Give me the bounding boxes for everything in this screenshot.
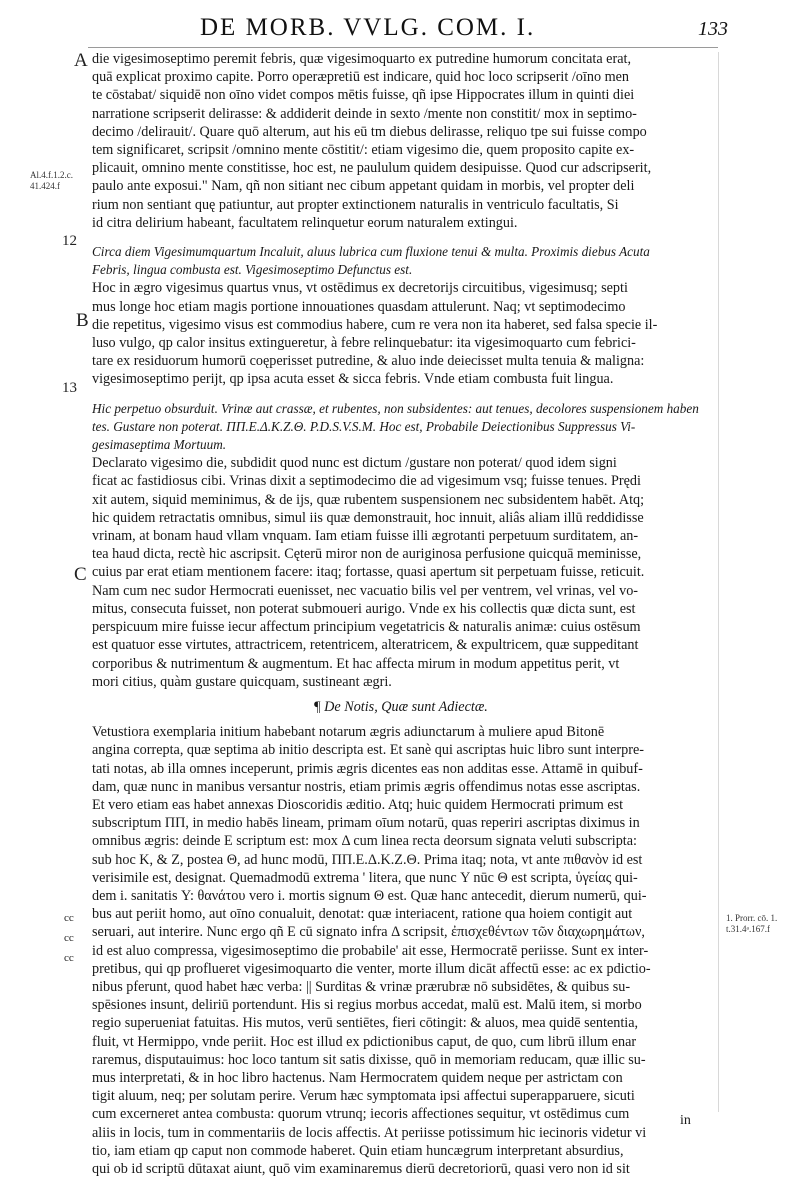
lemma-line: Hic perpetuo obsurduit. Vrinæ aut crassæ, et rubentes, non subsidentes: aut tenues, decolores suspensionem haben — [92, 400, 699, 416]
text-line: vigesimoseptimo perijt, qp ipsa acuta esset & sicca febris. Vnde etiam combusta fuit lingua. — [92, 371, 614, 388]
text-line: mus longe hoc etiam magis portione innouationes quasdam attulerunt. Naq; vt septimodecimo — [92, 298, 626, 315]
paragraph-3 — [92, 454, 710, 691]
quotation-mark-2: cc — [64, 932, 74, 944]
margin-reference-left-line1: Al.4.f.1.2.c. — [30, 170, 73, 180]
header-rule — [88, 47, 718, 48]
section-letter-c: C — [74, 564, 87, 585]
text-line: xit autem, siquid meminimus, & de ijs, quæ rubentem suspensionem nec subsidentem habēt. Atq; — [92, 491, 645, 508]
text-line: Declarato vigesimo die, subdidit quod nunc est dictum /gustare non poterat/ quod idem signi — [92, 455, 617, 472]
catchword: in — [680, 1113, 691, 1128]
margin-reference-right — [726, 913, 777, 935]
lemma-number-13: 13 — [62, 380, 77, 396]
text-line: plicauit, omnino mente constitisse, hoc est, ne paululum quidem desipuisse. Quod cur adscripserit, — [92, 160, 652, 177]
text-line: bus aut periit homo, aut oīno conualuit, denotat: quæ interiacent, ratione qua hoiem contigit aut — [92, 906, 633, 923]
text-line: tio, iam etiam qp caput non commode haberet. Quin etiam huncægrum interpretant absurdius, — [92, 1142, 624, 1159]
text-line: seruari, aut interire. Nunc ergo qñ Ε cū signato infra Δ scripsit, ἐπισχεθέντων τῶν διαχωρημάτων, — [92, 924, 645, 941]
section-letter-b: B — [76, 310, 89, 331]
running-head: DE MORB. VVLG. COM. I. — [200, 14, 536, 41]
text-line: tea haud dicta, rectè hic ascripsit. Cęterū miror non de auriginosa perfusione quicquā meminisse, — [92, 546, 642, 563]
text-line: spēsiones insunt, deliriū portendunt. His si regius morbus accedat, malū est. Malū item, si morbo — [92, 997, 642, 1014]
text-line: tati notas, ab illa omnes inceperunt, primis ægris dicentes eas non additas esse. Attamē in quibuf- — [92, 760, 643, 777]
text-line: omnibus ægris: deinde Ε scriptum est: mox Δ cum linea recta deorsum signata veluti subscripta: — [92, 833, 637, 850]
text-line: mori citius, quàm gustare quicquam, sustineant ægri. — [92, 673, 392, 690]
text-line: die repetitus, vigesimo visus est commodius habere, cum re vera non ita haberet, sed falsa specie il- — [92, 316, 658, 333]
lemma-12-quotation — [92, 243, 710, 279]
pilcrow-icon: ¶ — [314, 698, 321, 715]
text-line: Nam cum nec sudor Hermocrati euenisset, nec vacuatio bilis vel per ventrem, vel vrinas, vel vo- — [92, 582, 639, 599]
text-line: mus interpretati, & in hoc libro hactenus. Nam Hermocratem quidem neque per astrictam con — [92, 1069, 623, 1086]
section-heading-text: De Notis, Quæ sunt Adiectæ. — [324, 698, 488, 715]
lemma-line: tes. Gustare non poterat. ΠΠ.Ε.Δ.Κ.Ζ.Θ. P.D.S.V.S.M. Hoc est, Probabile Deiectionibus Suppressus Vi- — [92, 418, 636, 434]
text-line: cum excerneret antea combusta: quorum vtrunq; iecoris affectiones sequitur, vt ostēdimus cum — [92, 1106, 630, 1123]
text-line: subscriptum ΠΠ, in medio habēs lineam, primam oīum notarū, quas reperiri ascriptas diximus in — [92, 815, 640, 832]
text-line: decimo /delirauit/. Quare quō alterum, aut his eū tm diebus delirasse, reliquo tpe sui fuisse compo — [92, 123, 647, 140]
text-line: hic quidem retractatis omnibus, simul iis quæ demonstrauit, hoc innuit, aliâs aliam illū reddidisse — [92, 509, 644, 526]
lemma-line: Circa diem Vigesimumquartum Incaluit, aluus lubrica cum fluxione tenui & multa. Proximis diebus Acuta — [92, 244, 650, 260]
text-line: pretibus, qui qp proflueret vigesimoquarto die venter, morte illum dicāt affectū esse: ac ex pdictio- — [92, 960, 651, 977]
text-line: verisimile est, designat. Quemadmodū extrema ' litera, que nunc Υ nūc Θ est scripta, ὑγείας qui- — [92, 869, 638, 886]
lemma-line: gesimaseptima Mortuum. — [92, 437, 227, 453]
text-line: narratione scripserit delirasse: & addiderit deinde in sexto /mente non constitit/ mox in septimo- — [92, 105, 637, 122]
quotation-mark-1: cc — [64, 912, 74, 924]
text-line: mitus, consecuta fuisset, non poterat submoueri aurigo. Vnde ex his collectis quæ dicta sunt, est — [92, 600, 636, 617]
margin-reference-right-line1: 1. Prorr. cō. 1. — [726, 913, 778, 923]
text-line: paulo ante exposui." Nam, qñ non sitiant nec cibum appetant quidam in morbis, vel propter deli — [92, 178, 635, 195]
text-line: dem i. sanitatis Υ: θανάτου vero i. mortis signum Θ est. Quæ hanc antecedit, dierum numerū, qui- — [92, 887, 647, 904]
text-line: Vetustiora exemplaria initium habebant notarum ægris adiunctarum à muliere apud Bitonē — [92, 724, 605, 741]
text-line: quā explicat proximo capite. Porro operæpretiū est indicare, quid hoc loco scripserit /oīno men — [92, 69, 630, 86]
text-line: angina correpta, quæ septima ab initio descripta est. Et sanè qui ascriptas huic libro sunt interpre- — [92, 742, 644, 759]
text-line: cuius par erat etiam mentionem facere: itaq; fortasse, quasi apertum sit perpetuam fuisse, reticuit. — [92, 564, 645, 581]
main-text-column — [92, 50, 710, 1178]
text-line: corporibus & nutrimentum & augmentum. Et hac affecta mirum in modum appetitus perit, vt — [92, 655, 620, 672]
text-line: rium non sentiant quę patiuntur, aut propter extinctionem naturalis in ventriculo facultatis, Si — [92, 196, 619, 213]
text-line: Et vero etiam eas habet annexas Dioscoridis æditio. Atq; huic quidem Hermocrati primum est — [92, 796, 624, 813]
column-edge-line — [718, 52, 719, 1112]
section-heading — [92, 698, 710, 716]
text-line: sub hoc Κ, & Ζ, postea Θ, ad hunc modū, ΠΠ.Ε.Δ.Κ.Ζ.Θ. Prima itaq; nota, vt ante πιθανὸν id est — [92, 851, 643, 868]
margin-reference-right-line2: t.31.4ᵃ.167.f — [726, 924, 770, 934]
quotation-mark-3: cc — [64, 952, 74, 964]
paragraph-2 — [92, 279, 710, 388]
text-line: regio superueniat fatuitas. His mutos, verū sentiētes, fieri cōtingit: & aluos, mea quidē sententia, — [92, 1015, 639, 1032]
lemma-number-12: 12 — [62, 233, 77, 249]
text-line: raremus, disputauimus: hoc loco tantum sit satis dixisse, quō in memoriam reducam, quæ illic su- — [92, 1051, 646, 1068]
text-line: id citra delirium habeant, facultatem relinquetur eorum naturalem extingui. — [92, 214, 518, 231]
text-line: te cōstabat/ siquidē non oīno videt compos mētis fuisse, qñ ipse Hippocrates illum in quinti diei — [92, 87, 635, 104]
text-line: fluit, vt Hermippo, vnde periit. Hoc est illud ex pdictionibus caput, de quo, cum librū illum enar — [92, 1033, 637, 1050]
text-line: tem significaret, scripsit /omnino mente cōstitit/: etiam vigesimo die, quem proposito capite ex- — [92, 142, 635, 159]
text-line: aliis in locis, tum in commentariis de locis affectis. At periisse potissimum hic iecinoris videtur vi — [92, 1124, 647, 1141]
section-letter-a: A — [74, 50, 88, 71]
text-line: perspicuum mire fuisse iecur affectum principium vegetatricis & naturalis animæ: cuius ostēsum — [92, 619, 641, 636]
text-line: Hoc in ægro vigesimus quartus vnus, vt ostēdimus ex decretorijs circuitibus, vigesimusq; septi — [92, 280, 628, 297]
text-line: luso vulgo, qp calor insitus extingueretur, à febre relinquebatur: ita vigesimoquarto cum febrici- — [92, 335, 636, 352]
lemma-line: Febris, lingua combusta est. Vigesimoseptimo Defunctus est. — [92, 262, 413, 278]
page-number: 133 — [698, 18, 728, 40]
margin-reference-left — [30, 170, 73, 192]
text-line: est quatuor esse virtutes, attractricem, retentricem, alteratricem, & expultricem, quæ suppeditant — [92, 637, 639, 654]
text-line: vrinam, at bonam haud vllam vnquam. Iam etiam fuisse illi ægrotanti perpetuum surditatem, an- — [92, 528, 639, 545]
text-line: die vigesimoseptimo peremit febris, quæ vigesimoquarto ex putredine humorum concitata erat, — [92, 51, 631, 67]
text-line: tare ex residuorum humorū coęperisset putredine, & aluo inde deiecisset multa tenuia & maligna: — [92, 353, 645, 370]
text-line: id est aluo compressa, vigesimoseptimo die probabile' ait esse, Hermocratē periisse. Sunt ex inter- — [92, 942, 649, 959]
text-line: ficat ac fastidiosus cibi. Vrinas dixit a septimodecimo die ad vigesimum vsq; fuisse tenues. Prędi — [92, 473, 641, 490]
margin-reference-left-line2: 41.424.f — [30, 181, 60, 191]
paragraph-1 — [92, 50, 710, 232]
text-line: nibus pferunt, quod habet hæc verba: || Surditas & vrinæ prærubræ nō subsidētes, & quibus su- — [92, 978, 631, 995]
text-line: dam, quæ nunc in manibus versantur nostris, etiam primis ægris offendimus notas esse ascriptas. — [92, 778, 641, 795]
text-line: qui ob id scriptū dūtaxat aiunt, quō vim examinaremus dierū decretoriorū, quasi vero non id sit — [92, 1160, 630, 1177]
paragraph-4 — [92, 723, 710, 1178]
text-line: tigit aluum, neq; per solutam perire. Verum hæc symptomata ipsi affectui superapparuere, sicuti — [92, 1088, 635, 1105]
lemma-13-quotation — [92, 400, 710, 455]
